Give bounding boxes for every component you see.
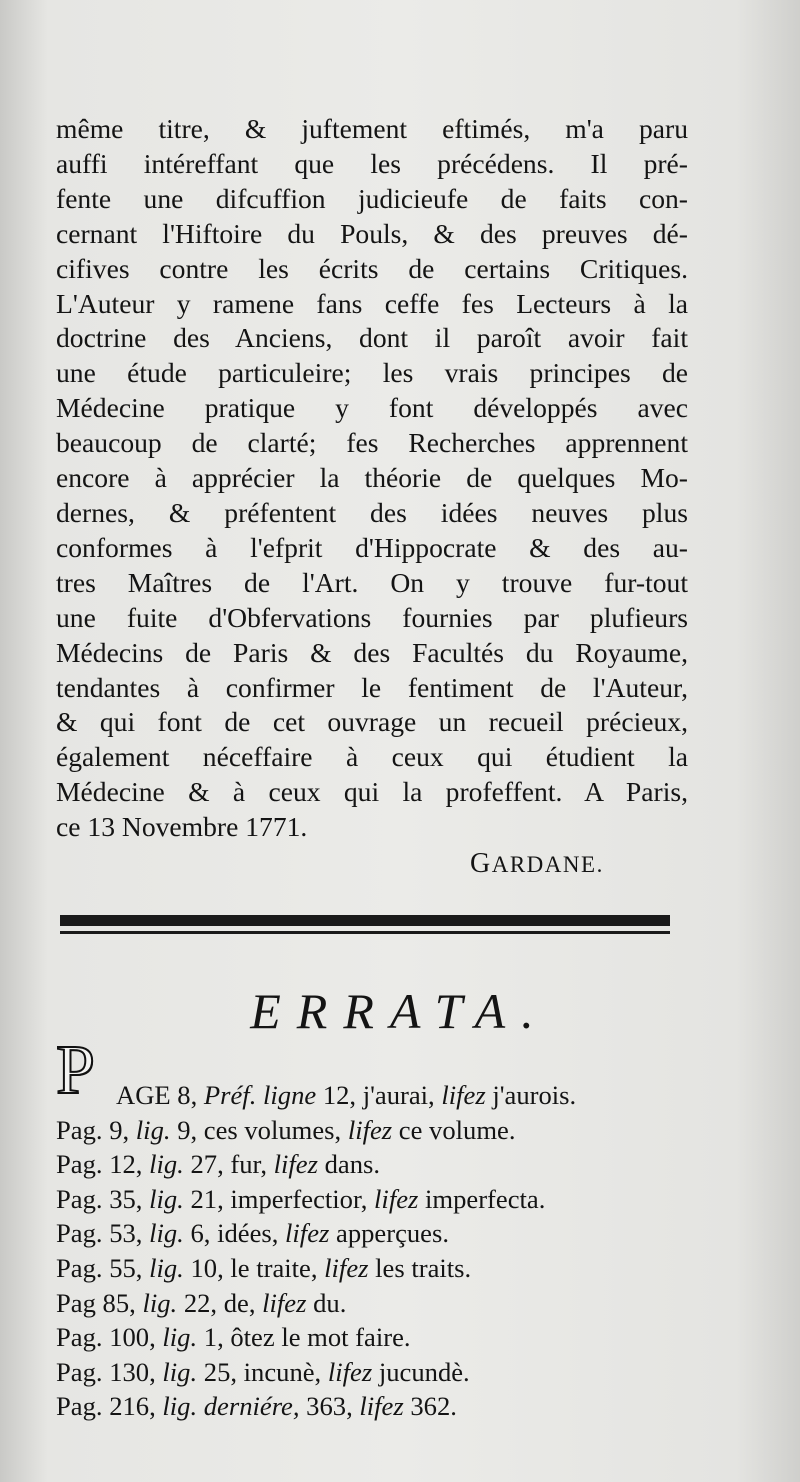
errata-entry — [56, 1355, 696, 1390]
section-divider — [60, 915, 670, 934]
divider-thin-rule — [60, 931, 670, 934]
text-line: conformes à l'efprit d'Hippocrate & des au- — [56, 531, 688, 563]
errata-line-ref: lig. — [162, 1322, 198, 1353]
errata-page: Pag. 55, — [56, 1252, 143, 1283]
errata-line-ref: lig. derniére, — [162, 1391, 300, 1422]
text-line: tendantes à confirmer le fentiment de l'Auteur, — [56, 671, 688, 703]
text-line: beaucoup de clarté; fes Recherches apprennent — [56, 427, 688, 459]
errata-error: 363, — [306, 1391, 353, 1422]
errata-entry — [56, 1320, 696, 1355]
errata-page: Pag. 130, — [56, 1356, 156, 1387]
errata-entry — [56, 1182, 696, 1217]
errata-page: Pag. 12, — [56, 1149, 143, 1180]
approbation-text — [56, 112, 688, 845]
errata-correction: imperfecta. — [425, 1183, 546, 1214]
errata-read: lifez — [327, 1356, 373, 1387]
text-line: Médecine pratique y font développés avec — [56, 392, 688, 424]
errata-error: 1, ôtez le mot faire. — [203, 1322, 411, 1353]
errata-error: 21, imperfectior, — [190, 1183, 368, 1214]
errata-error: 22, de, — [183, 1287, 256, 1318]
errata-entry — [56, 1251, 696, 1286]
errata-list — [56, 1078, 696, 1424]
text-line: cernant l'Hiftoire du Pouls, & des preuves dé- — [56, 217, 688, 249]
errata-entry — [56, 1389, 696, 1424]
errata-heading: ERRATA. — [250, 983, 550, 1039]
errata-error: 25, incunè, — [203, 1356, 322, 1387]
errata-read: lifez — [324, 1252, 369, 1283]
errata-line-ref: Préf. ligne — [203, 1080, 317, 1110]
errata-page: Pag. 53, — [56, 1218, 143, 1249]
errata-page: Pag. 100, — [56, 1322, 156, 1353]
errata-read: lifez — [347, 1114, 393, 1145]
text-line: tres Maîtres de l'Art. On y trouve fur-tout — [56, 566, 688, 598]
text-line: une étude particuleire; les vrais principes de — [56, 357, 688, 389]
errata-page: Pag. 9, — [56, 1114, 130, 1145]
errata-entry — [56, 1216, 696, 1251]
text-line: encore à apprécier la théorie de quelques Mo- — [56, 462, 688, 494]
errata-error: 12, j'aurai, — [322, 1080, 435, 1110]
errata-correction: 362. — [410, 1391, 457, 1422]
errata-read: lifez — [262, 1287, 307, 1318]
errata-read: lifez — [273, 1149, 318, 1180]
errata-entry — [56, 1147, 696, 1182]
text-line: même titre, & juftement eftimés, m'a paru — [56, 113, 688, 144]
errata-entry — [56, 1078, 696, 1113]
text-line: dernes, & préfentent des idées neuves plus — [56, 496, 688, 528]
errata-read: lifez — [441, 1080, 486, 1110]
text-line: & qui font de cet ouvrage un recueil précieux, — [56, 706, 688, 738]
errata-line-ref: lig. — [149, 1149, 184, 1180]
errata-read: lifez — [359, 1391, 404, 1422]
errata-error: 9, ces volumes, — [177, 1114, 342, 1145]
divider-thick-rule — [60, 915, 670, 926]
errata-line-ref: lig. — [149, 1183, 184, 1214]
errata-line-ref: lig. — [162, 1356, 198, 1387]
signature-initial: G — [470, 848, 492, 879]
errata-error: 6, idées, — [190, 1218, 279, 1249]
errata-correction: jucundè. — [378, 1356, 470, 1387]
text-line: fente une difcuffion judicieufe de faits con- — [56, 182, 688, 214]
errata-error: 27, fur, — [190, 1149, 267, 1180]
errata-page: AGE 8, — [116, 1080, 198, 1110]
text-line: une fuite d'Obfervations fournies par plufieurs — [56, 601, 688, 633]
drop-cap-letter: P — [56, 1032, 95, 1109]
text-line: Médecins de Paris & des Facultés du Royaume, — [56, 636, 688, 668]
errata-correction: j'aurois. — [492, 1080, 577, 1110]
errata-error: 10, le traite, — [190, 1252, 318, 1283]
text-line: cifives contre les écrits de certains Critiques. — [56, 252, 688, 284]
signature — [470, 848, 604, 880]
errata-line-ref: lig. — [149, 1218, 184, 1249]
errata-page: Pag. 35, — [56, 1183, 143, 1214]
errata-correction: les traits. — [375, 1252, 472, 1283]
errata-page: Pag 85, — [56, 1287, 136, 1318]
text-line: également néceffaire à ceux qui étudient la — [56, 741, 688, 773]
errata-entry — [56, 1286, 696, 1321]
errata-entry — [56, 1113, 696, 1148]
text-line: doctrine des Anciens, dont il paroît avoir fait — [56, 322, 688, 354]
errata-correction: ce volume. — [398, 1114, 516, 1145]
errata-correction: du. — [313, 1287, 347, 1318]
text-line: L'Auteur y ramene fans ceffe fes Lecteurs à la — [56, 287, 688, 319]
text-line: Médecine & à ceux qui la profeffent. A Paris, — [56, 776, 688, 808]
signature-rest: ARDANE. — [491, 852, 604, 877]
text-line: auffi intéreffant que les précédens. Il pré- — [56, 147, 688, 179]
errata-read: lifez — [374, 1183, 419, 1214]
errata-line-ref: lig. — [149, 1252, 184, 1283]
errata-correction: apperçues. — [336, 1218, 449, 1249]
errata-line-ref: lig. — [135, 1114, 171, 1145]
text-line-date: ce 13 Novembre 1771. — [56, 811, 308, 843]
errata-read: lifez — [285, 1218, 330, 1249]
errata-page: Pag. 216, — [56, 1391, 156, 1422]
errata-correction: dans. — [324, 1149, 381, 1180]
errata-line-ref: lig. — [142, 1287, 178, 1318]
